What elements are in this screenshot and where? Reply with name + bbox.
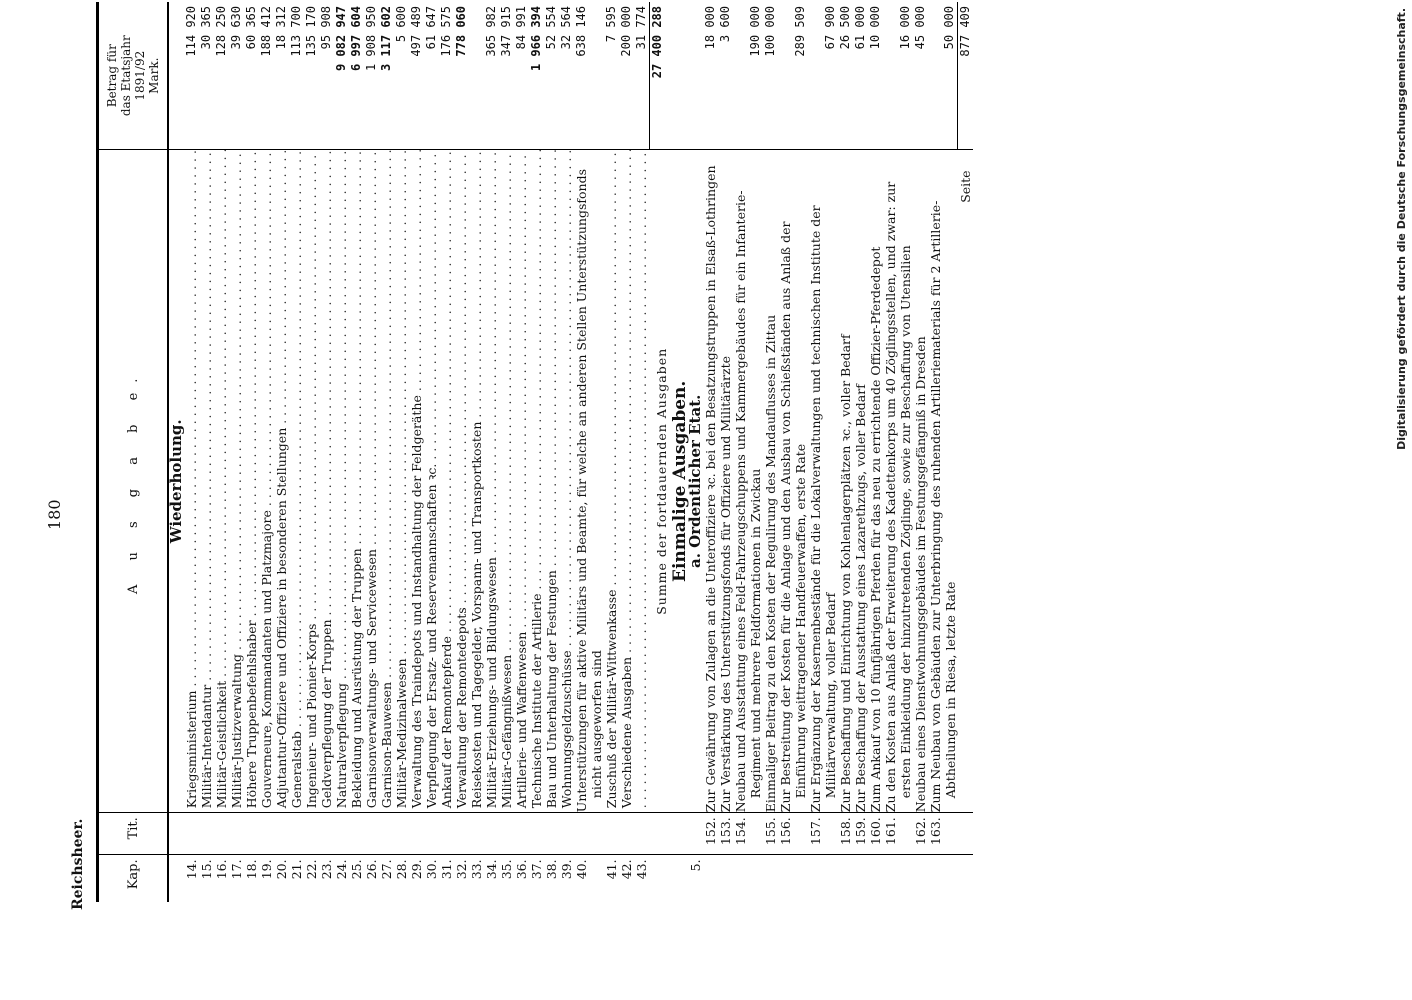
table-row	[289, 2, 304, 902]
row-tit: 158.	[838, 813, 853, 855]
row-kap: 30.	[424, 855, 439, 902]
row-desc	[559, 150, 574, 813]
table-header-row	[98, 2, 169, 902]
row-kap: 33.	[469, 855, 484, 902]
col-kap-header: Kap.	[98, 855, 169, 902]
row-desc: Zu den Kosten aus Anlaß der Erweiterung des Kadettenkorps um 40 Zöglingsstellen, und zwar: zur ersten Einkleidung der hinzutretenden Zöglinge, sowie zur Beschaffung von Utensilien	[882, 181, 913, 813]
row-desc: Zur Gewährung von Zulagen an die Unteroffiziere ꝛc. bei den Besatzungstruppen in Elsaß-Lothringen	[702, 165, 718, 813]
subsection-title: a. Ordentlicher Etat.	[685, 394, 704, 568]
table-row	[454, 2, 469, 902]
table-row	[514, 2, 529, 902]
row-desc	[199, 150, 214, 813]
row-kap: 39.	[559, 855, 574, 902]
row-kap: 38.	[544, 855, 559, 902]
table-row	[838, 2, 853, 902]
row-desc-text: Naturalverpflegung . . .	[334, 150, 349, 808]
row-tit	[574, 813, 604, 855]
row-tit	[229, 813, 244, 855]
row-amount: 61 647	[424, 2, 439, 150]
row-tit	[274, 813, 289, 855]
blank	[688, 2, 703, 150]
row-desc	[619, 150, 634, 813]
row-desc-text: Ankauf der Remontepferde . . .	[439, 150, 454, 808]
row-tit	[634, 813, 650, 855]
row-desc-text: Verpflegung der Ersatz- und Reservemannschaften ꝛc. . . .	[424, 150, 439, 808]
row-kap: 43.	[634, 855, 650, 902]
row-desc	[349, 150, 364, 813]
row-amount: 16 000	[883, 2, 913, 150]
row-amount: 190 000	[733, 2, 763, 150]
sum-label: Summe der fortdauernden Ausgaben	[653, 347, 669, 615]
running-header: Reichsheer.	[70, 818, 86, 910]
blank	[673, 855, 688, 902]
row-desc-text: Adjutantur-Offiziere und Offiziere in besonderen Stellungen . . .	[274, 150, 289, 808]
row-amount: 188 412	[259, 2, 274, 150]
row-desc	[394, 150, 409, 813]
row-tit: 152.	[703, 813, 718, 855]
row-amount: 60 365	[244, 2, 259, 150]
row-desc: Zur Beschaffung und Einrichtung von Kohlenlagerplätzen ꝛc., voller Bedarf	[837, 334, 853, 813]
row-desc: Zur Bestreitung der Kosten für die Anlage und den Ausbau von Schießständen aus Anlaß der Einführung weittragender Handfeuerwaffen, erste Rate	[777, 221, 808, 813]
table-row	[184, 2, 199, 902]
row-amount: 31 774	[634, 2, 650, 150]
row-kap	[853, 855, 868, 902]
row-kap: 14.	[184, 855, 199, 902]
row-desc-text: Verwaltung des Traindepots und Instandhaltung der Feldgeräthe . . .	[409, 150, 424, 808]
row-kap	[703, 855, 718, 902]
amount-header-unit: Mark.	[147, 57, 161, 94]
row-desc-text: Gouverneure, Kommandanten und Platzmajore . . .	[259, 150, 274, 808]
table-row	[304, 2, 319, 902]
row-kap	[838, 855, 853, 902]
row-tit	[364, 813, 379, 855]
sum-tit	[650, 813, 673, 855]
row-amount: 100 000	[763, 2, 778, 150]
table-row	[244, 2, 259, 902]
row-amount: 289 509	[778, 2, 808, 150]
row-kap	[718, 855, 733, 902]
row-desc-text: Wohnungsgeldzuschüsse . . .	[559, 150, 574, 808]
table-row	[409, 2, 424, 902]
row-amount: 6 997 604	[349, 2, 364, 150]
row-desc-text: Technische Institute der Artillerie . . .	[529, 150, 544, 808]
row-kap	[883, 855, 913, 902]
table-body	[168, 2, 973, 902]
row-kap: 22.	[304, 855, 319, 902]
row-amount: 52 554	[544, 2, 559, 150]
row-desc	[514, 150, 529, 813]
blank	[958, 855, 974, 902]
row-desc-text: Ingenieur- und Pionier-Korps . . .	[304, 150, 319, 808]
row-tit: 154.	[733, 813, 763, 855]
budget-table	[96, 2, 973, 902]
row-amount: 5 600	[394, 2, 409, 150]
row-desc-text: Generalstab . . .	[289, 150, 304, 808]
row-kap: 40.	[574, 855, 604, 902]
row-amount: 200 000	[619, 2, 634, 150]
row-tit: 162.	[913, 813, 928, 855]
row-desc	[319, 150, 334, 813]
row-amount: 135 170	[304, 2, 319, 150]
table-row	[733, 2, 763, 902]
row-kap	[808, 855, 838, 902]
row-kap: 24.	[334, 855, 349, 902]
row-tit	[259, 813, 274, 855]
row-kap	[778, 855, 808, 902]
row-amount: 3 117 602	[379, 2, 394, 150]
row-amount: 176 575	[439, 2, 454, 150]
table-row	[394, 2, 409, 902]
row-amount: 3 600	[718, 2, 733, 150]
table-row	[808, 2, 838, 902]
table-row	[913, 2, 928, 902]
row-desc: Zur Beschaffung der Ausstattung eines Lazarethzugs, voller Bedarf	[852, 384, 868, 813]
row-tit	[499, 813, 514, 855]
row-desc-text: Höhere Truppenbefehlshaber . . .	[244, 150, 259, 808]
row-desc: Zur Verstärkung des Unterstützungsfonds für Offiziere und Militärärzte	[717, 355, 733, 813]
row-desc-text: Reisekosten und Tagegelder, Vorspann- und Transportkosten . . .	[469, 150, 484, 808]
row-kap: 17.	[229, 855, 244, 902]
row-tit	[214, 813, 229, 855]
row-tit: 159.	[853, 813, 868, 855]
row-kap: 19.	[259, 855, 274, 902]
section-recurring-title: Wiederholung.	[167, 419, 185, 544]
row-desc	[529, 150, 544, 813]
amount-header-line2: das Etatsjahr	[119, 35, 133, 117]
table-row	[319, 2, 334, 902]
row-desc: Zum Neubau von Gebäuden zur Unterbringung des ruhenden Artilleriematerials für 2 Artillerie-Abtheilungen in Riesa, letzte Rate	[927, 200, 958, 813]
row-desc	[229, 150, 244, 813]
row-desc-text: Garnison-Bauwesen . . .	[379, 150, 394, 808]
row-desc: Neubau und Ausstattung eines Feld-Fahrzeugschuppens und Kammergebäudes für ein Infanterie-Regiment und mehrere Feldformationen in Zwickau	[732, 190, 763, 813]
digitization-credit: Digitalisierung gefördert durch die Deutsche Forschungsgemeinschaft.	[1395, 8, 1408, 450]
row-amount: 497 489	[409, 2, 424, 150]
row-amount: 95 908	[319, 2, 334, 150]
row-desc-text: Geldverpflegung der Truppen . . .	[319, 150, 334, 808]
table-row	[619, 2, 634, 902]
row-amount: 9 082 947	[334, 2, 349, 150]
row-desc	[454, 150, 469, 813]
row-kap: 21.	[289, 855, 304, 902]
table-row	[499, 2, 514, 902]
row-tit: 163.	[928, 813, 958, 855]
table-row	[883, 2, 913, 902]
row-tit	[529, 813, 544, 855]
table-row	[529, 2, 544, 902]
row-desc	[289, 150, 304, 813]
row-desc	[334, 150, 349, 813]
kap-once: 5.	[688, 855, 703, 902]
row-tit	[409, 813, 424, 855]
table-row	[424, 2, 439, 902]
table-row	[544, 2, 559, 902]
row-amount: 39 630	[229, 2, 244, 150]
row-desc	[379, 150, 394, 813]
row-tit: 153.	[718, 813, 733, 855]
row-kap: 34.	[484, 855, 499, 902]
table-row	[778, 2, 808, 902]
row-kap: 31.	[439, 855, 454, 902]
row-kap: 16.	[214, 855, 229, 902]
row-desc-text: Militär-Intendantur . . .	[199, 150, 214, 808]
row-tit	[424, 813, 439, 855]
row-kap	[733, 855, 763, 902]
row-desc-text: Bau und Unterhaltung der Festungen . . .	[544, 150, 559, 808]
row-desc	[409, 150, 424, 813]
row-amount: 50 000	[928, 2, 958, 150]
row-kap: 28.	[394, 855, 409, 902]
row-tit	[514, 813, 529, 855]
row-kap: 18.	[244, 855, 259, 902]
page-label: Seite	[957, 170, 973, 203]
table-row	[634, 2, 650, 902]
row-kap: 36.	[514, 855, 529, 902]
table-row	[868, 2, 883, 902]
row-tit: 160.	[868, 813, 883, 855]
row-tit: 155.	[763, 813, 778, 855]
col-tit-header: Tit.	[98, 813, 169, 855]
row-desc	[439, 150, 454, 813]
row-desc	[604, 150, 619, 813]
row-desc	[364, 150, 379, 813]
table-row	[559, 2, 574, 902]
row-desc-text: Militär-Geistlichkeit . . .	[214, 150, 229, 808]
row-desc	[259, 150, 274, 813]
row-tit	[334, 813, 349, 855]
table-row	[703, 2, 718, 902]
row-kap: 37.	[529, 855, 544, 902]
row-amount: 1 908 950	[364, 2, 379, 150]
row-amount: 128 250	[214, 2, 229, 150]
row-amount: 347 915	[499, 2, 514, 150]
row-desc	[484, 150, 499, 813]
page-total: 877 409	[958, 2, 974, 150]
table-row	[364, 2, 379, 902]
row-tit	[544, 813, 559, 855]
row-desc	[184, 150, 199, 813]
row-amount: 18 312	[274, 2, 289, 150]
row-amount: 1 966 394	[529, 2, 544, 150]
row-desc: Einmaliger Beitrag zu den Kosten der Regulirung des Mandauflusses in Zittau	[762, 314, 778, 813]
row-amount: 10 000	[868, 2, 883, 150]
row-amount: 30 365	[199, 2, 214, 150]
table-row	[484, 2, 499, 902]
row-tit	[454, 813, 469, 855]
table-row	[718, 2, 733, 902]
row-tit	[244, 813, 259, 855]
row-tit	[289, 813, 304, 855]
section-once-title: Einmalige Ausgaben.	[669, 380, 690, 582]
row-desc	[499, 150, 514, 813]
row-tit	[379, 813, 394, 855]
col-desc-header: A u s g a b e.	[98, 150, 169, 813]
row-amount: 113 700	[289, 2, 304, 150]
table-row	[928, 2, 958, 902]
row-amount: 7 595	[604, 2, 619, 150]
table-row	[349, 2, 364, 902]
table-row	[259, 2, 274, 902]
row-amount: 84 991	[514, 2, 529, 150]
row-desc	[244, 150, 259, 813]
row-amount: 26 500	[838, 2, 853, 150]
row-kap: 42.	[619, 855, 634, 902]
row-desc	[214, 150, 229, 813]
row-desc: Neubau eines Dienstwohnungsgebäudes im Festungsgefängniß in Dresden	[912, 336, 928, 813]
row-kap: 26.	[364, 855, 379, 902]
row-desc	[304, 150, 319, 813]
col-amount-header	[98, 2, 169, 150]
row-desc-text: Verschiedene Ausgaben . . .	[619, 150, 634, 808]
amount-header-line1: Betrag für	[105, 44, 119, 108]
row-desc	[574, 150, 604, 813]
sum-amount: 27 400 288	[650, 2, 673, 150]
row-kap: 27.	[379, 855, 394, 902]
row-tit	[604, 813, 619, 855]
row-desc	[634, 150, 650, 813]
row-amount	[469, 2, 484, 150]
row-amount: 67 900	[808, 2, 838, 150]
row-tit	[199, 813, 214, 855]
row-tit	[319, 813, 334, 855]
row-tit: 156.	[778, 813, 808, 855]
table-row	[469, 2, 484, 902]
row-tit	[349, 813, 364, 855]
row-desc-text: Militär-Gefängnißwesen . . .	[499, 150, 514, 808]
page-total-row	[958, 2, 974, 902]
row-tit	[559, 813, 574, 855]
row-kap: 35.	[499, 855, 514, 902]
blank	[958, 813, 974, 855]
row-amount: 32 564	[559, 2, 574, 150]
row-amount: 18 000	[703, 2, 718, 150]
row-kap	[928, 855, 958, 902]
row-desc	[544, 150, 559, 813]
row-desc-text: Militär-Medizinalwesen . . .	[394, 150, 409, 808]
amount-header-line3: 1891/92	[133, 50, 147, 101]
sum-kap	[650, 855, 673, 902]
row-desc	[274, 150, 289, 813]
table-row	[199, 2, 214, 902]
table-row	[379, 2, 394, 902]
row-desc-text: Verwaltung der Remontedepots . . .	[454, 150, 469, 808]
table-row	[439, 2, 454, 902]
blank	[688, 813, 703, 855]
row-tit	[394, 813, 409, 855]
table-row	[214, 2, 229, 902]
row-desc-text: Militär-Justizverwaltung . . .	[229, 150, 244, 808]
row-kap: 20.	[274, 855, 289, 902]
table-row	[229, 2, 244, 902]
table-row	[274, 2, 289, 902]
row-desc-text: Garnisonverwaltungs- und Servicewesen . . .	[364, 150, 379, 808]
row-kap: 15.	[199, 855, 214, 902]
row-amount: 638 146	[574, 2, 604, 150]
row-kap: 29.	[409, 855, 424, 902]
row-kap: 25.	[349, 855, 364, 902]
row-desc-text: Militär-Erziehungs- und Bildungswesen . . .	[484, 150, 499, 808]
row-tit	[484, 813, 499, 855]
table-row	[853, 2, 868, 902]
row-amount: 114 920	[184, 2, 199, 150]
row-kap: 41.	[604, 855, 619, 902]
row-desc: Zum Ankauf von 10 fünfjährigen Pferden für das neu zu errichtende Offizier-Pferdedepot	[867, 246, 883, 813]
row-desc-text: Unterstützungen für aktive Militärs und Beamte, für welche an anderen Stellen Unterstützungsfonds nicht ausgeworfen sind	[574, 169, 604, 813]
table-row	[763, 2, 778, 902]
row-amount: 61 000	[853, 2, 868, 150]
row-desc-text: Artillerie- und Waffenwesen . . .	[514, 150, 529, 808]
row-tit: 157.	[808, 813, 838, 855]
row-kap	[763, 855, 778, 902]
row-tit: 161.	[883, 813, 913, 855]
table-row	[334, 2, 349, 902]
row-amount: 45 000	[913, 2, 928, 150]
blank	[673, 2, 688, 150]
row-desc	[424, 150, 439, 813]
row-kap: 32.	[454, 855, 469, 902]
row-desc-text: Kriegsministerium . . .	[184, 150, 199, 808]
row-kap: 23.	[319, 855, 334, 902]
row-tit	[439, 813, 454, 855]
row-amount: 778 060	[454, 2, 469, 150]
row-tit	[184, 813, 199, 855]
row-desc	[469, 150, 484, 813]
row-desc-text: Bekleidung und Ausrüstung der Truppen . . .	[349, 150, 364, 808]
page-number: 180	[45, 499, 64, 530]
blank	[673, 813, 688, 855]
row-amount: 365 982	[484, 2, 499, 150]
row-desc-text	[634, 150, 649, 808]
table-row	[604, 2, 619, 902]
row-tit	[304, 813, 319, 855]
row-kap	[868, 855, 883, 902]
row-desc: Zur Ergänzung der Kasernenbestände für die Lokalverwaltungen und technischen Institute der Militärverwaltung, voller Bedarf	[807, 205, 838, 813]
row-desc-text: Zuschuß der Militär-Wittwenkasse . . .	[604, 150, 619, 808]
table-row	[574, 2, 604, 902]
row-tit	[619, 813, 634, 855]
row-kap	[913, 855, 928, 902]
row-tit	[469, 813, 484, 855]
